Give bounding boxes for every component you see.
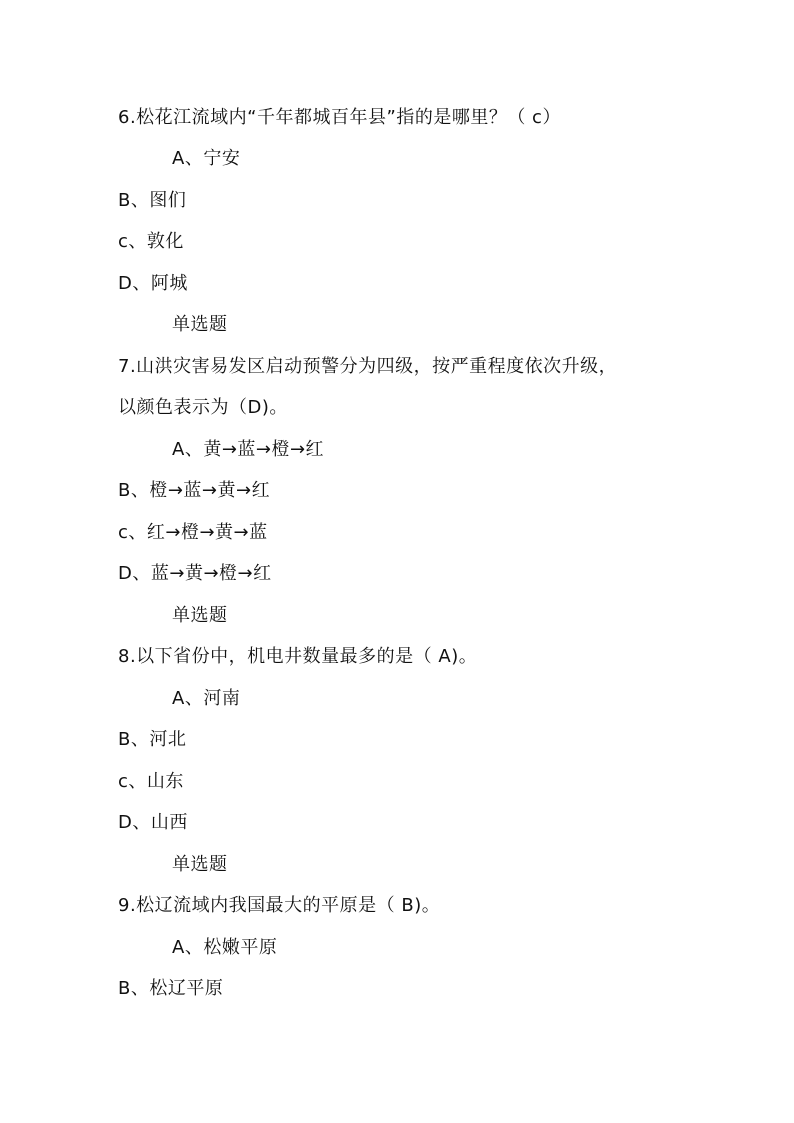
question-6-option-c: c、敦化 xyxy=(118,231,184,252)
question-6-option-d: D、阿城 xyxy=(118,273,188,294)
question-8-option-a: A、河南 xyxy=(172,688,241,709)
question-7-option-b: B、橙→蓝→黄→红 xyxy=(118,480,271,501)
question-6-option-a: A、宁安 xyxy=(172,148,241,169)
question-9-stem: 9.松辽流域内我国最大的平原是（ B)。 xyxy=(118,895,441,916)
question-6-type: 单选题 xyxy=(172,314,228,335)
question-7-option-d: D、蓝→黄→橙→红 xyxy=(118,563,272,584)
question-8-option-d: D、山西 xyxy=(118,812,188,833)
question-7-stem-line-1: 7.山洪灾害易发区启动预警分为四级，按严重程度依次升级， xyxy=(118,356,618,377)
question-7-option-c: c、红→橙→黄→蓝 xyxy=(118,522,268,543)
question-7-type: 单选题 xyxy=(172,605,228,626)
question-9-option-a: A、松嫩平原 xyxy=(172,937,278,958)
question-9-option-b: B、松辽平原 xyxy=(118,978,224,999)
question-8-stem: 8.以下省份中，机电井数量最多的是（ A)。 xyxy=(118,646,478,667)
question-8-option-c: c、山东 xyxy=(118,771,184,792)
question-8-type: 单选题 xyxy=(172,854,228,875)
question-7-option-a: A、黄→蓝→橙→红 xyxy=(172,439,325,460)
question-7-stem-line-2: 以颜色表示为（D)。 xyxy=(118,397,288,418)
question-8-option-b: B、河北 xyxy=(118,729,187,750)
question-6-stem: 6.松花江流域内“千年都城百年县”指的是哪里？（ c） xyxy=(118,107,561,128)
question-6-option-b: B、图们 xyxy=(118,190,187,211)
